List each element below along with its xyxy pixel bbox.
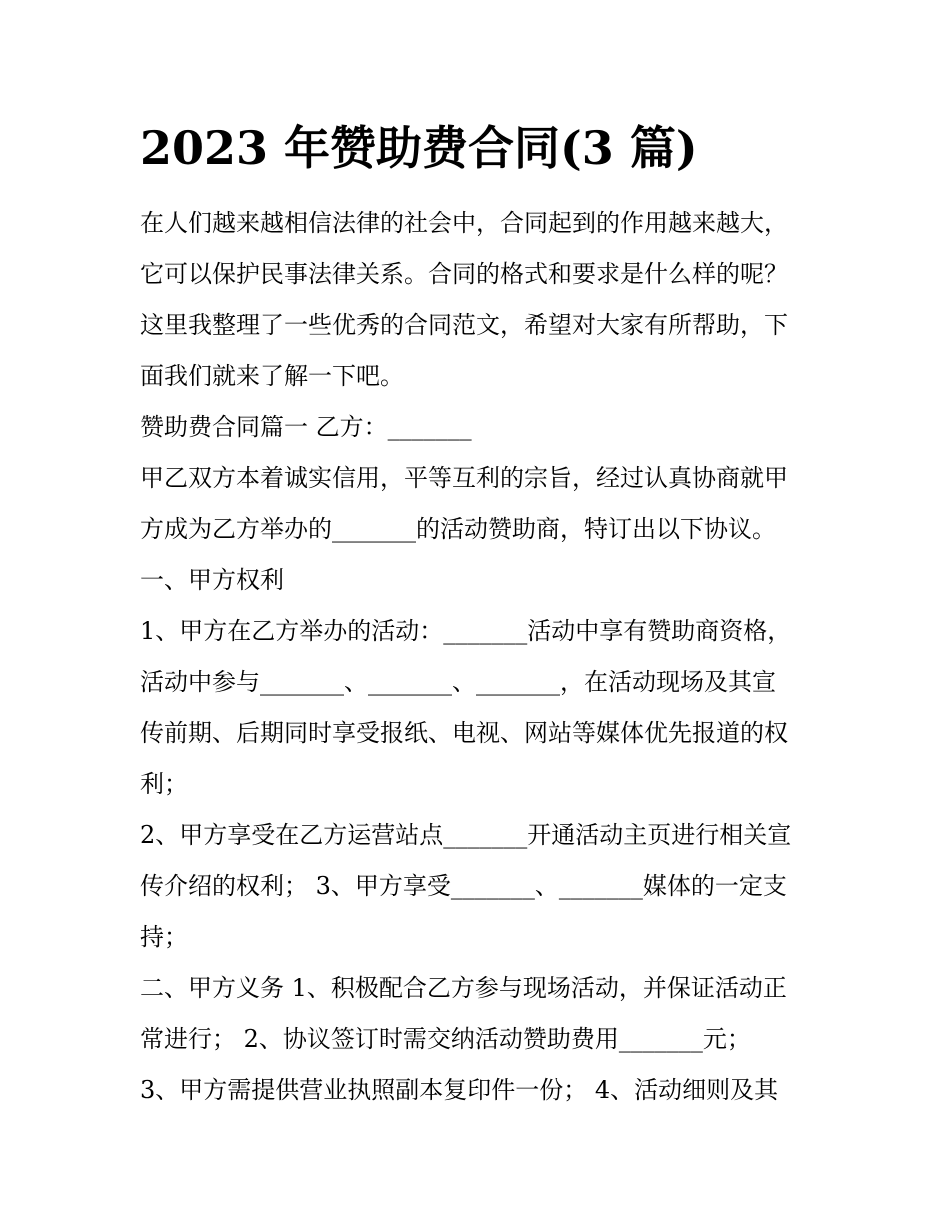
text-line: 2、甲方享受在乙方运营站点_______开通活动主页进行相关宣 [140,821,792,849]
text-line: 方成为乙方举办的_______的活动赞助商，特订出以下协议。 [140,515,776,543]
text-line: 3、甲方需提供营业执照副本复印件一份； 4、活动细则及其 [140,1076,779,1104]
text-line: 利； [140,770,188,798]
text-line: 它可以保护民事法律关系。合同的格式和要求是什么样的呢？ [140,260,788,288]
text-line: 常进行； 2、协议签订时需交纳活动赞助费用_______元； [140,1025,751,1053]
section-heading: 一、甲方权利 [140,566,284,594]
text-line: 持； [140,923,188,951]
document-title: 2023 年赞助费合同(3 篇) [140,121,698,175]
text-line: 这里我整理了一些优秀的合同范文，希望对大家有所帮助，下 [140,311,788,339]
text-line: 甲乙双方本着诚实信用，平等互利的宗旨，经过认真协商就甲 [140,464,788,492]
text-line: 传前期、后期同时享受报纸、电视、网站等媒体优先报道的权 [140,719,788,747]
text-line: 1、甲方在乙方举办的活动：_______活动中享有赞助商资格， [140,617,792,645]
text-line: 在人们越来越相信法律的社会中，合同起到的作用越来越大， [140,209,788,237]
text-line: 二、甲方义务 1、积极配合乙方参与现场活动，并保证活动正 [140,974,787,1002]
text-line: 赞助费合同篇一 乙方：_______ [140,413,472,441]
document-body [140,198,820,1116]
text-line: 活动中参与_______、_______、_______，在活动现场及其宣 [140,668,776,696]
text-line: 面我们就来了解一下吧。 [140,362,404,390]
text-line: 传介绍的权利； 3、甲方享受_______、_______媒体的一定支 [140,872,787,900]
